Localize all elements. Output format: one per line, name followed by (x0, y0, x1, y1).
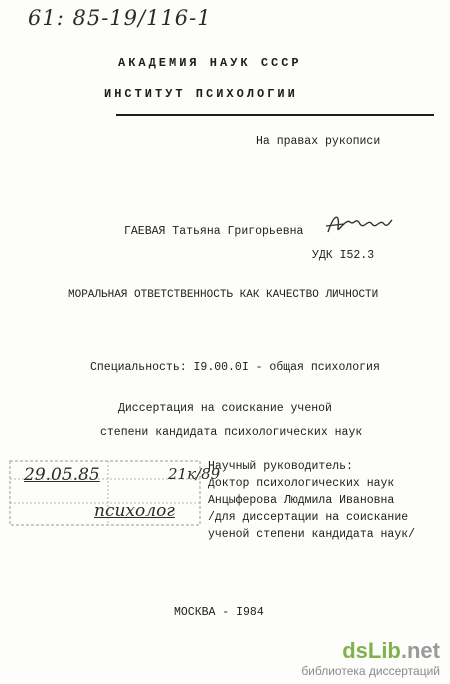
watermark (301, 638, 440, 678)
supervisor-line-1: Научный руководитель: (208, 460, 353, 473)
place-year: МОСКВА - I984 (174, 606, 264, 619)
header-rule (116, 114, 434, 116)
dissertation-line-2: степени кандидата психологических наук (100, 426, 363, 439)
supervisor-line-3: Анцыферова Людмила Ивановна (208, 494, 395, 507)
udc-code: УДК I52.3 (312, 249, 375, 262)
rights-note: На правах рукописи (256, 135, 381, 148)
shelfmark: 61: 85-19/116-1 (28, 6, 212, 30)
watermark-subtitle: библиотека диссертаций (301, 664, 440, 678)
library-stamp (8, 459, 221, 527)
academy-heading: АКАДЕМИЯ НАУК СССР (118, 56, 302, 70)
supervisor-line-4: /для диссертации на соискание (208, 511, 409, 524)
watermark-logo: dsLib.net (342, 638, 440, 663)
dissertation-line-1: Диссертация на соискание ученой (118, 402, 332, 415)
stamp-number: 21к/89 (168, 465, 221, 483)
specialty: Специальность: I9.00.0I - общая психология (90, 361, 380, 374)
supervisor-line-5: ученой степени кандидата наук/ (208, 528, 416, 541)
signature-image (324, 208, 394, 238)
supervisor-line-2: доктор психологических наук (208, 477, 395, 490)
dissertation-title: МОРАЛЬНАЯ ОТВЕТСТВЕННОСТЬ КАК КАЧЕСТВО ЛИЧНОСТИ (68, 289, 379, 301)
institute-heading: ИНСТИТУТ ПСИХОЛОГИИ (104, 87, 298, 101)
author-name: ГАЕВАЯ Татьяна Григорьевна (124, 225, 304, 238)
stamp-word: психолог (94, 501, 175, 521)
stamp-date: 29.05.85 (24, 465, 100, 485)
